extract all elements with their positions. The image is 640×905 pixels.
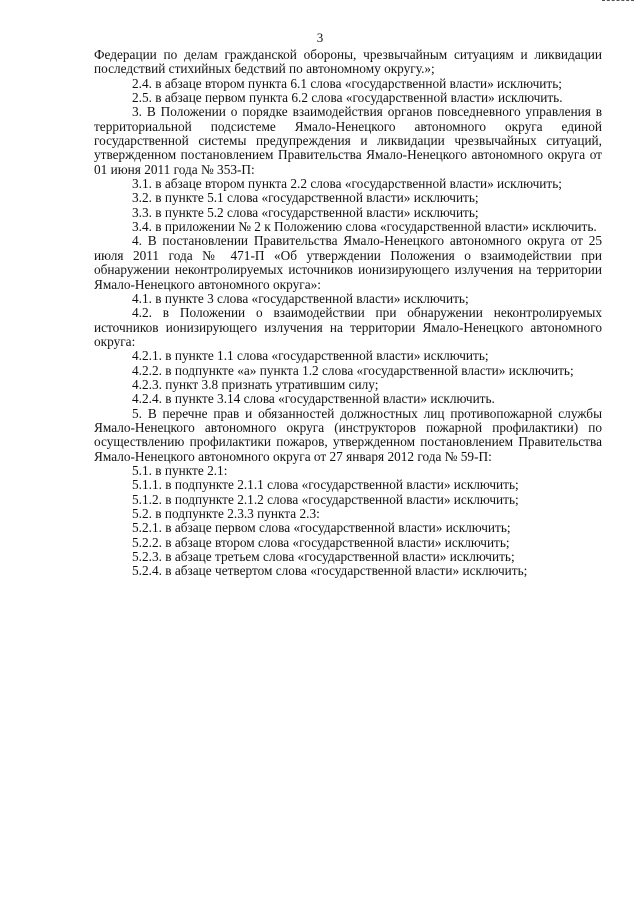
paragraph: 5.2.1. в абзаце первом слова «государственной власти» исключить;: [132, 520, 511, 536]
paragraph: 2.5. в абзаце первом пункта 6.2 слова «государственной власти» исключить.: [132, 90, 563, 106]
paragraph: 4.2.1. в пункте 1.1 слова «государственной власти» исключить;: [132, 348, 489, 364]
paragraph: 3. В Положении о порядке взаимодействия органов повседневного управления в территориальной подсистеме Ямало-Ненецкого автономного округа единой государственной системы предупреждения и ликвидации чрезвычайных ситуаций, утвержденном постановлением Правительства Ямало-Ненецкого автономного округа от 01 июня 2011 года № 353-П:: [94, 104, 602, 177]
paragraph: 5.2. в подпункте 2.3.3 пункта 2.3:: [132, 506, 320, 521]
paragraph: 5.1.2. в подпункте 2.1.2 слова «государственной власти» исключить;: [132, 491, 519, 507]
paragraph: 3.2. в пункте 5.1 слова «государственной власти» исключить;: [132, 190, 479, 206]
paragraph: 4.2.4. в пункте 3.14 слова «государственной власти» исключить.: [132, 391, 495, 407]
paragraph: 5.1. в пункте 2.1:: [132, 462, 228, 478]
paragraph: 5.2.4. в абзаце четвертом слова «государственной власти» исключить;: [132, 563, 528, 579]
paragraph: Федерации по делам гражданской обороны, чрезвычайным ситуациям и ликвидации последствий стихийных бедствий по автономному округу.»;: [94, 47, 602, 77]
scan-artifact: [602, 0, 634, 4]
paragraph: 3.1. в абзаце втором пункта 2.2 слова «государственной власти» исключить;: [132, 176, 562, 192]
paragraph: 5.2.3. в абзаце третьем слова «государственной власти» исключить;: [132, 549, 515, 565]
paragraph: 4.2. в Положении о взаимодействии при обнаружении неконтролируемых источников ионизирующего излучения на территории Ямало-Ненецкого автономного округа:: [94, 305, 602, 349]
page-number: 3: [316, 30, 324, 45]
paragraph: 5.1.1. в подпункте 2.1.1 слова «государственной власти» исключить;: [132, 477, 519, 493]
paragraph: 2.4. в абзаце втором пункта 6.1 слова «государственной власти» исключить;: [132, 75, 562, 91]
paragraph: 5. В перечне прав и обязанностей должностных лиц противопожарной службы Ямало-Ненецкого автономного округа (инструкторов пожарной профилактики) по осуществлению профилактики пожаров, утвержденном постановлением Правительства Ямало-Ненецкого автономного округа от 27 января 2012 года № 59-П:: [94, 405, 602, 464]
paragraph: 3.4. в приложении № 2 к Положению слова «государственной власти» исключить.: [132, 219, 597, 235]
paragraph: 4.1. в пункте 3 слова «государственной власти» исключить;: [132, 290, 469, 306]
paragraph: 4. В постановлении Правительства Ямало-Ненецкого автономного округа от 25 июля 2011 года № 471-П «Об утверждении Положения о взаимодействии при обнаружении неконтролируемых источников ионизирующего излучения на территории Ямало-Ненецкого автономного округа»:: [94, 233, 602, 292]
paragraph: 3.3. в пункте 5.2 слова «государственной власти» исключить;: [132, 204, 479, 220]
paragraph: 4.2.3. пункт 3.8 признать утратившим силу;: [132, 376, 379, 392]
paragraph: 4.2.2. в подпункте «а» пункта 1.2 слова «государственной власти» исключить;: [132, 362, 574, 378]
document-body: [94, 48, 602, 579]
paragraph: 5.2.2. в абзаце втором слова «государственной власти» исключить;: [132, 534, 510, 550]
